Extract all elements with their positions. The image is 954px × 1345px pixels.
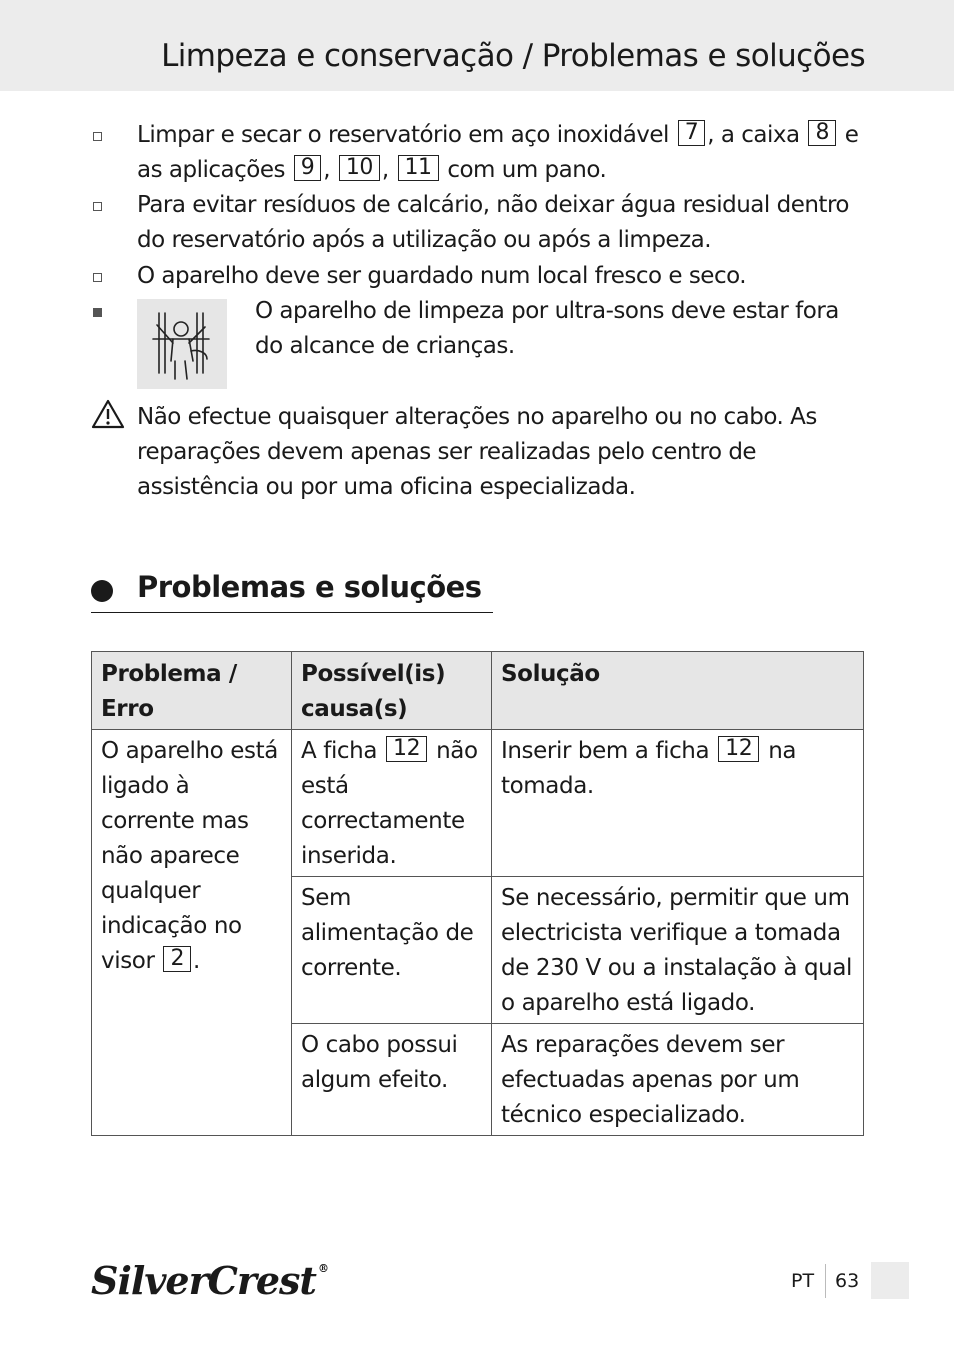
section-bullet-icon	[91, 580, 113, 602]
solution-cell: Inserir bem a ficha 12 na tomada.	[492, 730, 864, 877]
part-ref: 2	[163, 946, 191, 972]
solution-cell: Se necessário, permitir que um electricista verifique a tomada de 230 V ou a instalação à qual o aparelho está ligado.	[492, 877, 864, 1024]
cause-cell: O cabo possui algum efeito.	[292, 1024, 492, 1136]
problem-cell: O aparelho está ligado à corrente mas não aparece qualquer indicação no visor 2 .	[92, 730, 292, 1136]
page-number: 63	[835, 1270, 860, 1292]
child-safety-icon	[137, 299, 227, 389]
cause-cell: Sem alimentação de corrente.	[292, 877, 492, 1024]
page-title: Limpeza e conservação / Problemas e soluções	[161, 38, 865, 74]
table-row	[92, 730, 864, 877]
language-code: PT	[791, 1270, 815, 1292]
bullet-item-3: O aparelho deve ser guardado num local fresco e seco.	[137, 263, 747, 289]
section-title: Problemas e soluções	[137, 570, 482, 604]
header-cause: Possível(is) causa(s)	[292, 652, 492, 730]
brand-logo: SilverCrest ®	[91, 1258, 328, 1303]
part-ref: 12	[386, 736, 427, 762]
cause-cell: A ficha 12 não está correctamente inserida.	[292, 730, 492, 877]
page-tab	[871, 1262, 909, 1299]
footer-divider	[825, 1264, 826, 1298]
part-ref: 10	[339, 155, 380, 181]
part-ref: 11	[398, 155, 439, 181]
part-ref: 9	[294, 155, 322, 181]
section-heading	[91, 568, 493, 613]
table-header-row	[92, 652, 864, 730]
square-outline-icon	[93, 132, 102, 141]
header-solution: Solução	[492, 652, 864, 730]
troubleshooting-table	[91, 651, 864, 1136]
part-ref: 8	[808, 120, 836, 146]
bullet-item-4: O aparelho de limpeza por ultra-sons deve estar fora do alcance de crianças.	[255, 298, 839, 359]
header-problem: Problema / Erro	[92, 652, 292, 730]
part-ref: 12	[718, 736, 759, 762]
bullet-item-2: Para evitar resíduos de calcário, não deixar água residual dentro do reservatório após a utilização ou após a limpeza.	[137, 192, 849, 253]
square-outline-icon	[93, 202, 102, 211]
part-ref: 7	[678, 120, 706, 146]
bullet-item-1: Limpar e secar o reservatório em aço inoxidável 7 , a caixa 8 e as aplicações 9 , 10 , 11 com um pano.	[137, 120, 859, 183]
warning-text: Não efectue quaisquer alterações no aparelho ou no cabo. As reparações devem apenas ser realizadas pelo centro de assistência ou por uma oficina especializada.	[137, 404, 817, 500]
square-outline-icon	[93, 273, 102, 282]
warning-triangle-icon	[91, 399, 125, 429]
square-filled-icon	[93, 308, 102, 317]
solution-cell: As reparações devem ser efectuadas apenas por um técnico especializado.	[492, 1024, 864, 1136]
